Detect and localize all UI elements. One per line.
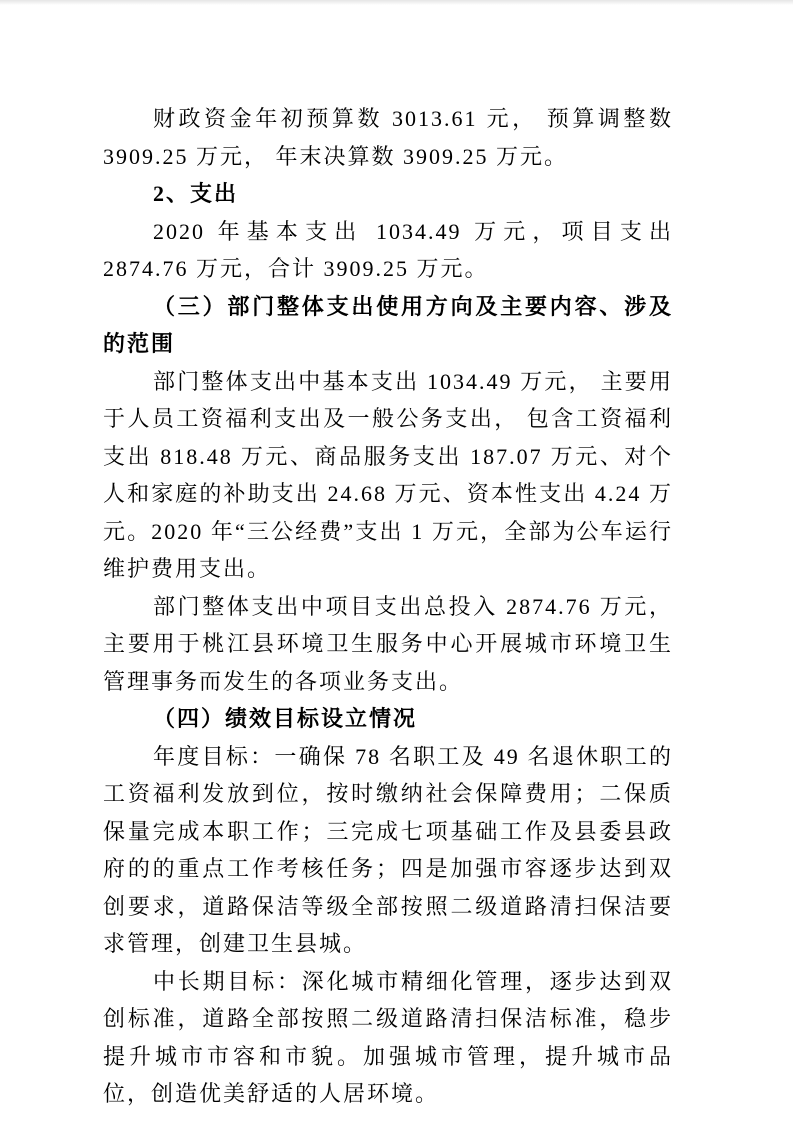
page-top-edge [0, 0, 793, 5]
document-body [103, 100, 673, 1113]
paragraph: 财政资金年初预算数 3013.61 元， 预算调整数 3909.25 万元， 年末决算数 3909.25 万元。 [103, 106, 673, 169]
paragraph: 中长期目标：深化城市精细化管理，逐步达到双创标准，道路全部按照二级道路清扫保洁标准，稳步提升城市市容和市貌。加强城市管理，提升城市品位，创造优美舒适的人居环境。 [103, 968, 673, 1106]
section-heading: （四）绩效目标设立情况 [153, 706, 418, 731]
paragraph: 部门整体支出中基本支出 1034.49 万元， 主要用于人员工资福利支出及一般公务支出， 包含工资福利支出 818.48 万元、商品服务支出 187.07 万元、对个人和家庭的补助支出 24.68 万元、资本性支出 4.24 万元。2020 年“三公经费”支出 1 万元，全部为公车运行维护费用支出。 [103, 368, 673, 581]
section-heading: 2、支出 [153, 181, 239, 206]
section-heading: （三）部门整体支出使用方向及主要内容、涉及的范围 [103, 293, 673, 356]
paragraph: 2020 年基本支出 1034.49 万元，项目支出 2874.76 万元，合计 3909.25 万元。 [103, 218, 673, 281]
paragraph: 年度目标：一确保 78 名职工及 49 名退休职工的工资福利发放到位，按时缴纳社会保障费用；二保质保量完成本职工作；三完成七项基础工作及县委县政府的的重点工作考核任务；四是加强市容逐步达到双创要求，道路保洁等级全部按照二级道路清扫保洁要求管理，创建卫生县城。 [103, 743, 673, 956]
paragraph: 部门整体支出中项目支出总投入 2874.76 万元， 主要用于桃江县环境卫生服务中心开展城市环境卫生管理事务而发生的各项业务支出。 [103, 593, 673, 694]
